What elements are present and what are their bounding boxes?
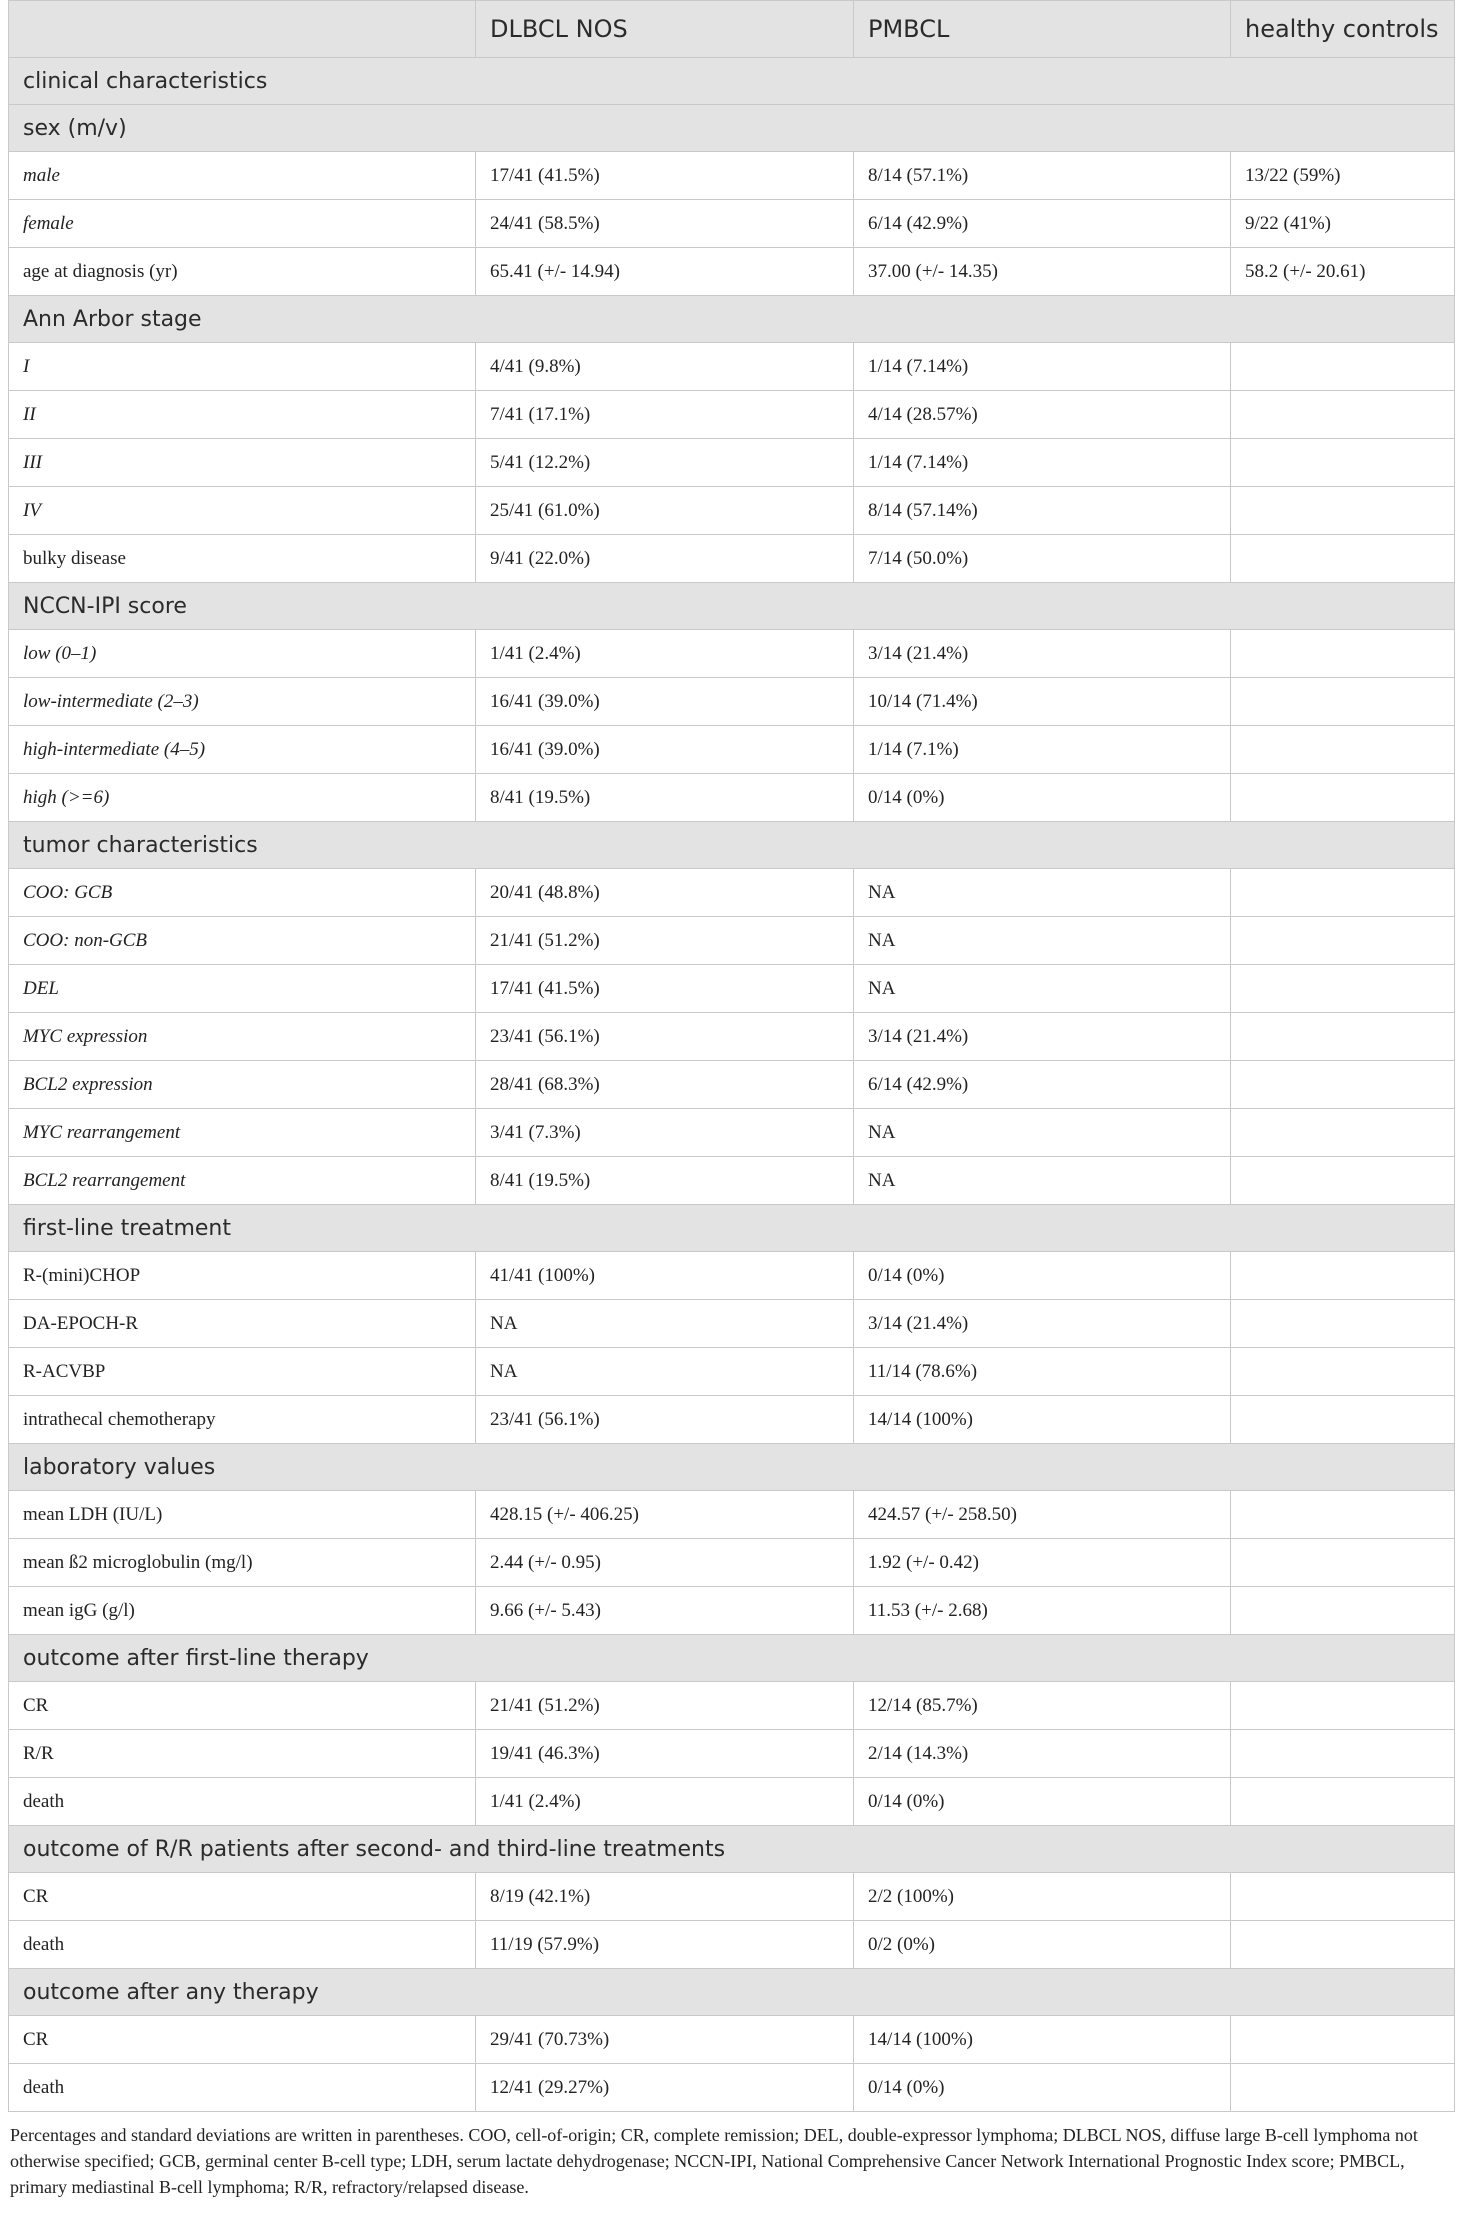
pmbcl-cell: 1/14 (7.14%) xyxy=(854,439,1231,487)
section-title: outcome after first-line therapy xyxy=(9,1635,1455,1682)
table-row xyxy=(9,152,1455,200)
row-label-cell: IV xyxy=(9,487,476,535)
pmbcl-cell: 12/14 (85.7%) xyxy=(854,1682,1231,1730)
dlbcl-nos-cell: 1/41 (2.4%) xyxy=(476,1778,854,1826)
row-label-cell: R-(mini)CHOP xyxy=(9,1252,476,1300)
table-row xyxy=(9,1587,1455,1635)
row-label-cell: female xyxy=(9,200,476,248)
row-label-cell: death xyxy=(9,1921,476,1969)
healthy-controls-cell xyxy=(1231,487,1455,535)
pmbcl-cell: 0/14 (0%) xyxy=(854,1778,1231,1826)
row-label-cell: BCL2 expression xyxy=(9,1061,476,1109)
table-row xyxy=(9,535,1455,583)
table-row xyxy=(9,869,1455,917)
section-title: tumor characteristics xyxy=(9,822,1455,869)
pmbcl-cell: 2/14 (14.3%) xyxy=(854,1730,1231,1778)
row-label-cell: DEL xyxy=(9,965,476,1013)
row-label-cell: MYC rearrangement xyxy=(9,1109,476,1157)
table-row xyxy=(9,248,1455,296)
pmbcl-cell: 3/14 (21.4%) xyxy=(854,1013,1231,1061)
healthy-controls-cell xyxy=(1231,869,1455,917)
pmbcl-cell: NA xyxy=(854,965,1231,1013)
pmbcl-cell: 6/14 (42.9%) xyxy=(854,200,1231,248)
section-header-row xyxy=(9,1205,1455,1252)
pmbcl-cell: 14/14 (100%) xyxy=(854,1396,1231,1444)
dlbcl-nos-cell: NA xyxy=(476,1300,854,1348)
row-label-cell: mean LDH (IU/L) xyxy=(9,1491,476,1539)
dlbcl-nos-cell: 19/41 (46.3%) xyxy=(476,1730,854,1778)
section-title: first-line treatment xyxy=(9,1205,1455,1252)
dlbcl-nos-cell: 21/41 (51.2%) xyxy=(476,917,854,965)
table-row xyxy=(9,1252,1455,1300)
table-row xyxy=(9,1300,1455,1348)
pmbcl-cell: 11/14 (78.6%) xyxy=(854,1348,1231,1396)
dlbcl-nos-cell: 2.44 (+/- 0.95) xyxy=(476,1539,854,1587)
row-label-cell: III xyxy=(9,439,476,487)
section-title: Ann Arbor stage xyxy=(9,296,1455,343)
row-label-cell: COO: GCB xyxy=(9,869,476,917)
table-row xyxy=(9,487,1455,535)
healthy-controls-cell xyxy=(1231,1109,1455,1157)
healthy-controls-cell xyxy=(1231,1778,1455,1826)
table-container xyxy=(8,0,1454,2218)
header-cell-healthy-controls: healthy controls xyxy=(1231,1,1455,58)
dlbcl-nos-cell: NA xyxy=(476,1348,854,1396)
header-row xyxy=(9,1,1455,58)
table-footnote: Percentages and standard deviations are written in parentheses. COO, cell-of-origin; CR, complete remission; DEL, double-expressor lymphoma; DLBCL NOS, diffuse large B-cell lymphoma not otherwise specified; GCB, germinal center B-cell type; LDH, serum lactate dehydrogenase; NCCN-IPI, National Comprehensive Cancer Network International Prognostic Index score; PMBCL, primary mediastinal B-cell lymphoma; R/R, refractory/relapsed disease. xyxy=(10,2125,1418,2197)
table-row xyxy=(9,965,1455,1013)
healthy-controls-cell xyxy=(1231,917,1455,965)
table-row xyxy=(9,1921,1455,1969)
table-row xyxy=(9,200,1455,248)
table-row xyxy=(9,1013,1455,1061)
healthy-controls-cell: 13/22 (59%) xyxy=(1231,152,1455,200)
row-label-cell: CR xyxy=(9,1682,476,1730)
table-row xyxy=(9,1109,1455,1157)
dlbcl-nos-cell: 20/41 (48.8%) xyxy=(476,869,854,917)
row-label-cell: low-intermediate (2–3) xyxy=(9,678,476,726)
row-label-cell: COO: non-GCB xyxy=(9,917,476,965)
pmbcl-cell: 1.92 (+/- 0.42) xyxy=(854,1539,1231,1587)
section-header-row xyxy=(9,1635,1455,1682)
table-row xyxy=(9,1491,1455,1539)
pmbcl-cell: 0/2 (0%) xyxy=(854,1921,1231,1969)
dlbcl-nos-cell: 12/41 (29.27%) xyxy=(476,2064,854,2112)
header-cell-empty xyxy=(9,1,476,58)
header-cell-dlbcl-nos: DLBCL NOS xyxy=(476,1,854,58)
dlbcl-nos-cell: 16/41 (39.0%) xyxy=(476,678,854,726)
pmbcl-cell: 3/14 (21.4%) xyxy=(854,630,1231,678)
dlbcl-nos-cell: 9/41 (22.0%) xyxy=(476,535,854,583)
section-title: NCCN-IPI score xyxy=(9,583,1455,630)
row-label-cell: male xyxy=(9,152,476,200)
healthy-controls-cell xyxy=(1231,1539,1455,1587)
table-row xyxy=(9,1061,1455,1109)
healthy-controls-cell xyxy=(1231,1682,1455,1730)
section-header-row xyxy=(9,1969,1455,2016)
table-row xyxy=(9,1730,1455,1778)
dlbcl-nos-cell: 428.15 (+/- 406.25) xyxy=(476,1491,854,1539)
pmbcl-cell: 0/14 (0%) xyxy=(854,774,1231,822)
row-label-cell: MYC expression xyxy=(9,1013,476,1061)
healthy-controls-cell xyxy=(1231,1587,1455,1635)
dlbcl-nos-cell: 3/41 (7.3%) xyxy=(476,1109,854,1157)
section-header-row xyxy=(9,822,1455,869)
dlbcl-nos-cell: 28/41 (68.3%) xyxy=(476,1061,854,1109)
table-row xyxy=(9,1539,1455,1587)
healthy-controls-cell xyxy=(1231,1300,1455,1348)
pmbcl-cell: 1/14 (7.14%) xyxy=(854,343,1231,391)
pmbcl-cell: 7/14 (50.0%) xyxy=(854,535,1231,583)
dlbcl-nos-cell: 4/41 (9.8%) xyxy=(476,343,854,391)
pmbcl-cell: 4/14 (28.57%) xyxy=(854,391,1231,439)
row-label-cell: I xyxy=(9,343,476,391)
row-label-cell: intrathecal chemotherapy xyxy=(9,1396,476,1444)
pmbcl-cell: 424.57 (+/- 258.50) xyxy=(854,1491,1231,1539)
healthy-controls-cell xyxy=(1231,1348,1455,1396)
healthy-controls-cell xyxy=(1231,2064,1455,2112)
table-row xyxy=(9,2064,1455,2112)
healthy-controls-cell xyxy=(1231,1252,1455,1300)
dlbcl-nos-cell: 65.41 (+/- 14.94) xyxy=(476,248,854,296)
section-header-row xyxy=(9,58,1455,105)
table-row xyxy=(9,439,1455,487)
table-body xyxy=(9,58,1455,2112)
healthy-controls-cell xyxy=(1231,439,1455,487)
healthy-controls-cell xyxy=(1231,2016,1455,2064)
table-row xyxy=(9,343,1455,391)
healthy-controls-cell: 9/22 (41%) xyxy=(1231,200,1455,248)
dlbcl-nos-cell: 29/41 (70.73%) xyxy=(476,2016,854,2064)
healthy-controls-cell xyxy=(1231,343,1455,391)
table-row xyxy=(9,774,1455,822)
healthy-controls-cell xyxy=(1231,630,1455,678)
row-label-cell: II xyxy=(9,391,476,439)
row-label-cell: high (>=6) xyxy=(9,774,476,822)
healthy-controls-cell xyxy=(1231,391,1455,439)
table-row xyxy=(9,1348,1455,1396)
dlbcl-nos-cell: 24/41 (58.5%) xyxy=(476,200,854,248)
table-row xyxy=(9,1157,1455,1205)
healthy-controls-cell xyxy=(1231,965,1455,1013)
dlbcl-nos-cell: 8/19 (42.1%) xyxy=(476,1873,854,1921)
section-title: outcome after any therapy xyxy=(9,1969,1455,2016)
table-row xyxy=(9,1778,1455,1826)
row-label-cell: mean ß2 microglobulin (mg/l) xyxy=(9,1539,476,1587)
dlbcl-nos-cell: 17/41 (41.5%) xyxy=(476,965,854,1013)
section-header-row xyxy=(9,1444,1455,1491)
pmbcl-cell: 10/14 (71.4%) xyxy=(854,678,1231,726)
table-row xyxy=(9,726,1455,774)
section-header-row xyxy=(9,1826,1455,1873)
header-cell-pmbcl: PMBCL xyxy=(854,1,1231,58)
dlbcl-nos-cell: 41/41 (100%) xyxy=(476,1252,854,1300)
dlbcl-nos-cell: 25/41 (61.0%) xyxy=(476,487,854,535)
dlbcl-nos-cell: 9.66 (+/- 5.43) xyxy=(476,1587,854,1635)
healthy-controls-cell xyxy=(1231,1873,1455,1921)
dlbcl-nos-cell: 11/19 (57.9%) xyxy=(476,1921,854,1969)
pmbcl-cell: 8/14 (57.14%) xyxy=(854,487,1231,535)
section-title: laboratory values xyxy=(9,1444,1455,1491)
dlbcl-nos-cell: 23/41 (56.1%) xyxy=(476,1013,854,1061)
dlbcl-nos-cell: 5/41 (12.2%) xyxy=(476,439,854,487)
pmbcl-cell: 8/14 (57.1%) xyxy=(854,152,1231,200)
row-label-cell: mean igG (g/l) xyxy=(9,1587,476,1635)
row-label-cell: death xyxy=(9,1778,476,1826)
table-row xyxy=(9,1396,1455,1444)
row-label-cell: high-intermediate (4–5) xyxy=(9,726,476,774)
healthy-controls-cell xyxy=(1231,1921,1455,1969)
pmbcl-cell: NA xyxy=(854,1157,1231,1205)
row-label-cell: R/R xyxy=(9,1730,476,1778)
row-label-cell: R-ACVBP xyxy=(9,1348,476,1396)
row-label-cell: CR xyxy=(9,2016,476,2064)
healthy-controls-cell xyxy=(1231,1157,1455,1205)
healthy-controls-cell xyxy=(1231,1061,1455,1109)
row-label-cell: bulky disease xyxy=(9,535,476,583)
table-row xyxy=(9,2016,1455,2064)
dlbcl-nos-cell: 8/41 (19.5%) xyxy=(476,1157,854,1205)
pmbcl-cell: 1/14 (7.1%) xyxy=(854,726,1231,774)
row-label-cell: CR xyxy=(9,1873,476,1921)
section-header-row xyxy=(9,296,1455,343)
pmbcl-cell: 0/14 (0%) xyxy=(854,2064,1231,2112)
pmbcl-cell: NA xyxy=(854,917,1231,965)
row-label-cell: low (0–1) xyxy=(9,630,476,678)
patient-characteristics-table xyxy=(8,0,1455,2112)
healthy-controls-cell: 58.2 (+/- 20.61) xyxy=(1231,248,1455,296)
table-row xyxy=(9,1682,1455,1730)
table-row xyxy=(9,917,1455,965)
table-row xyxy=(9,630,1455,678)
row-label-cell: DA-EPOCH-R xyxy=(9,1300,476,1348)
table-row xyxy=(9,678,1455,726)
pmbcl-cell: NA xyxy=(854,1109,1231,1157)
healthy-controls-cell xyxy=(1231,1396,1455,1444)
pmbcl-cell: 14/14 (100%) xyxy=(854,2016,1231,2064)
dlbcl-nos-cell: 17/41 (41.5%) xyxy=(476,152,854,200)
healthy-controls-cell xyxy=(1231,1013,1455,1061)
healthy-controls-cell xyxy=(1231,1730,1455,1778)
healthy-controls-cell xyxy=(1231,678,1455,726)
pmbcl-cell: 37.00 (+/- 14.35) xyxy=(854,248,1231,296)
dlbcl-nos-cell: 8/41 (19.5%) xyxy=(476,774,854,822)
section-title: clinical characteristics xyxy=(9,58,1455,105)
pmbcl-cell: 2/2 (100%) xyxy=(854,1873,1231,1921)
section-header-row xyxy=(9,583,1455,630)
row-label-cell: age at diagnosis (yr) xyxy=(9,248,476,296)
section-title: outcome of R/R patients after second- and third-line treatments xyxy=(9,1826,1455,1873)
healthy-controls-cell xyxy=(1231,535,1455,583)
row-label-cell: death xyxy=(9,2064,476,2112)
table-row xyxy=(9,1873,1455,1921)
dlbcl-nos-cell: 21/41 (51.2%) xyxy=(476,1682,854,1730)
healthy-controls-cell xyxy=(1231,726,1455,774)
pmbcl-cell: 0/14 (0%) xyxy=(854,1252,1231,1300)
dlbcl-nos-cell: 1/41 (2.4%) xyxy=(476,630,854,678)
row-label-cell: BCL2 rearrangement xyxy=(9,1157,476,1205)
healthy-controls-cell xyxy=(1231,1491,1455,1539)
dlbcl-nos-cell: 23/41 (56.1%) xyxy=(476,1396,854,1444)
pmbcl-cell: NA xyxy=(854,869,1231,917)
section-header-row xyxy=(9,105,1455,152)
section-title: sex (m/v) xyxy=(9,105,1455,152)
pmbcl-cell: 11.53 (+/- 2.68) xyxy=(854,1587,1231,1635)
healthy-controls-cell xyxy=(1231,774,1455,822)
table-row xyxy=(9,391,1455,439)
pmbcl-cell: 6/14 (42.9%) xyxy=(854,1061,1231,1109)
dlbcl-nos-cell: 16/41 (39.0%) xyxy=(476,726,854,774)
dlbcl-nos-cell: 7/41 (17.1%) xyxy=(476,391,854,439)
pmbcl-cell: 3/14 (21.4%) xyxy=(854,1300,1231,1348)
